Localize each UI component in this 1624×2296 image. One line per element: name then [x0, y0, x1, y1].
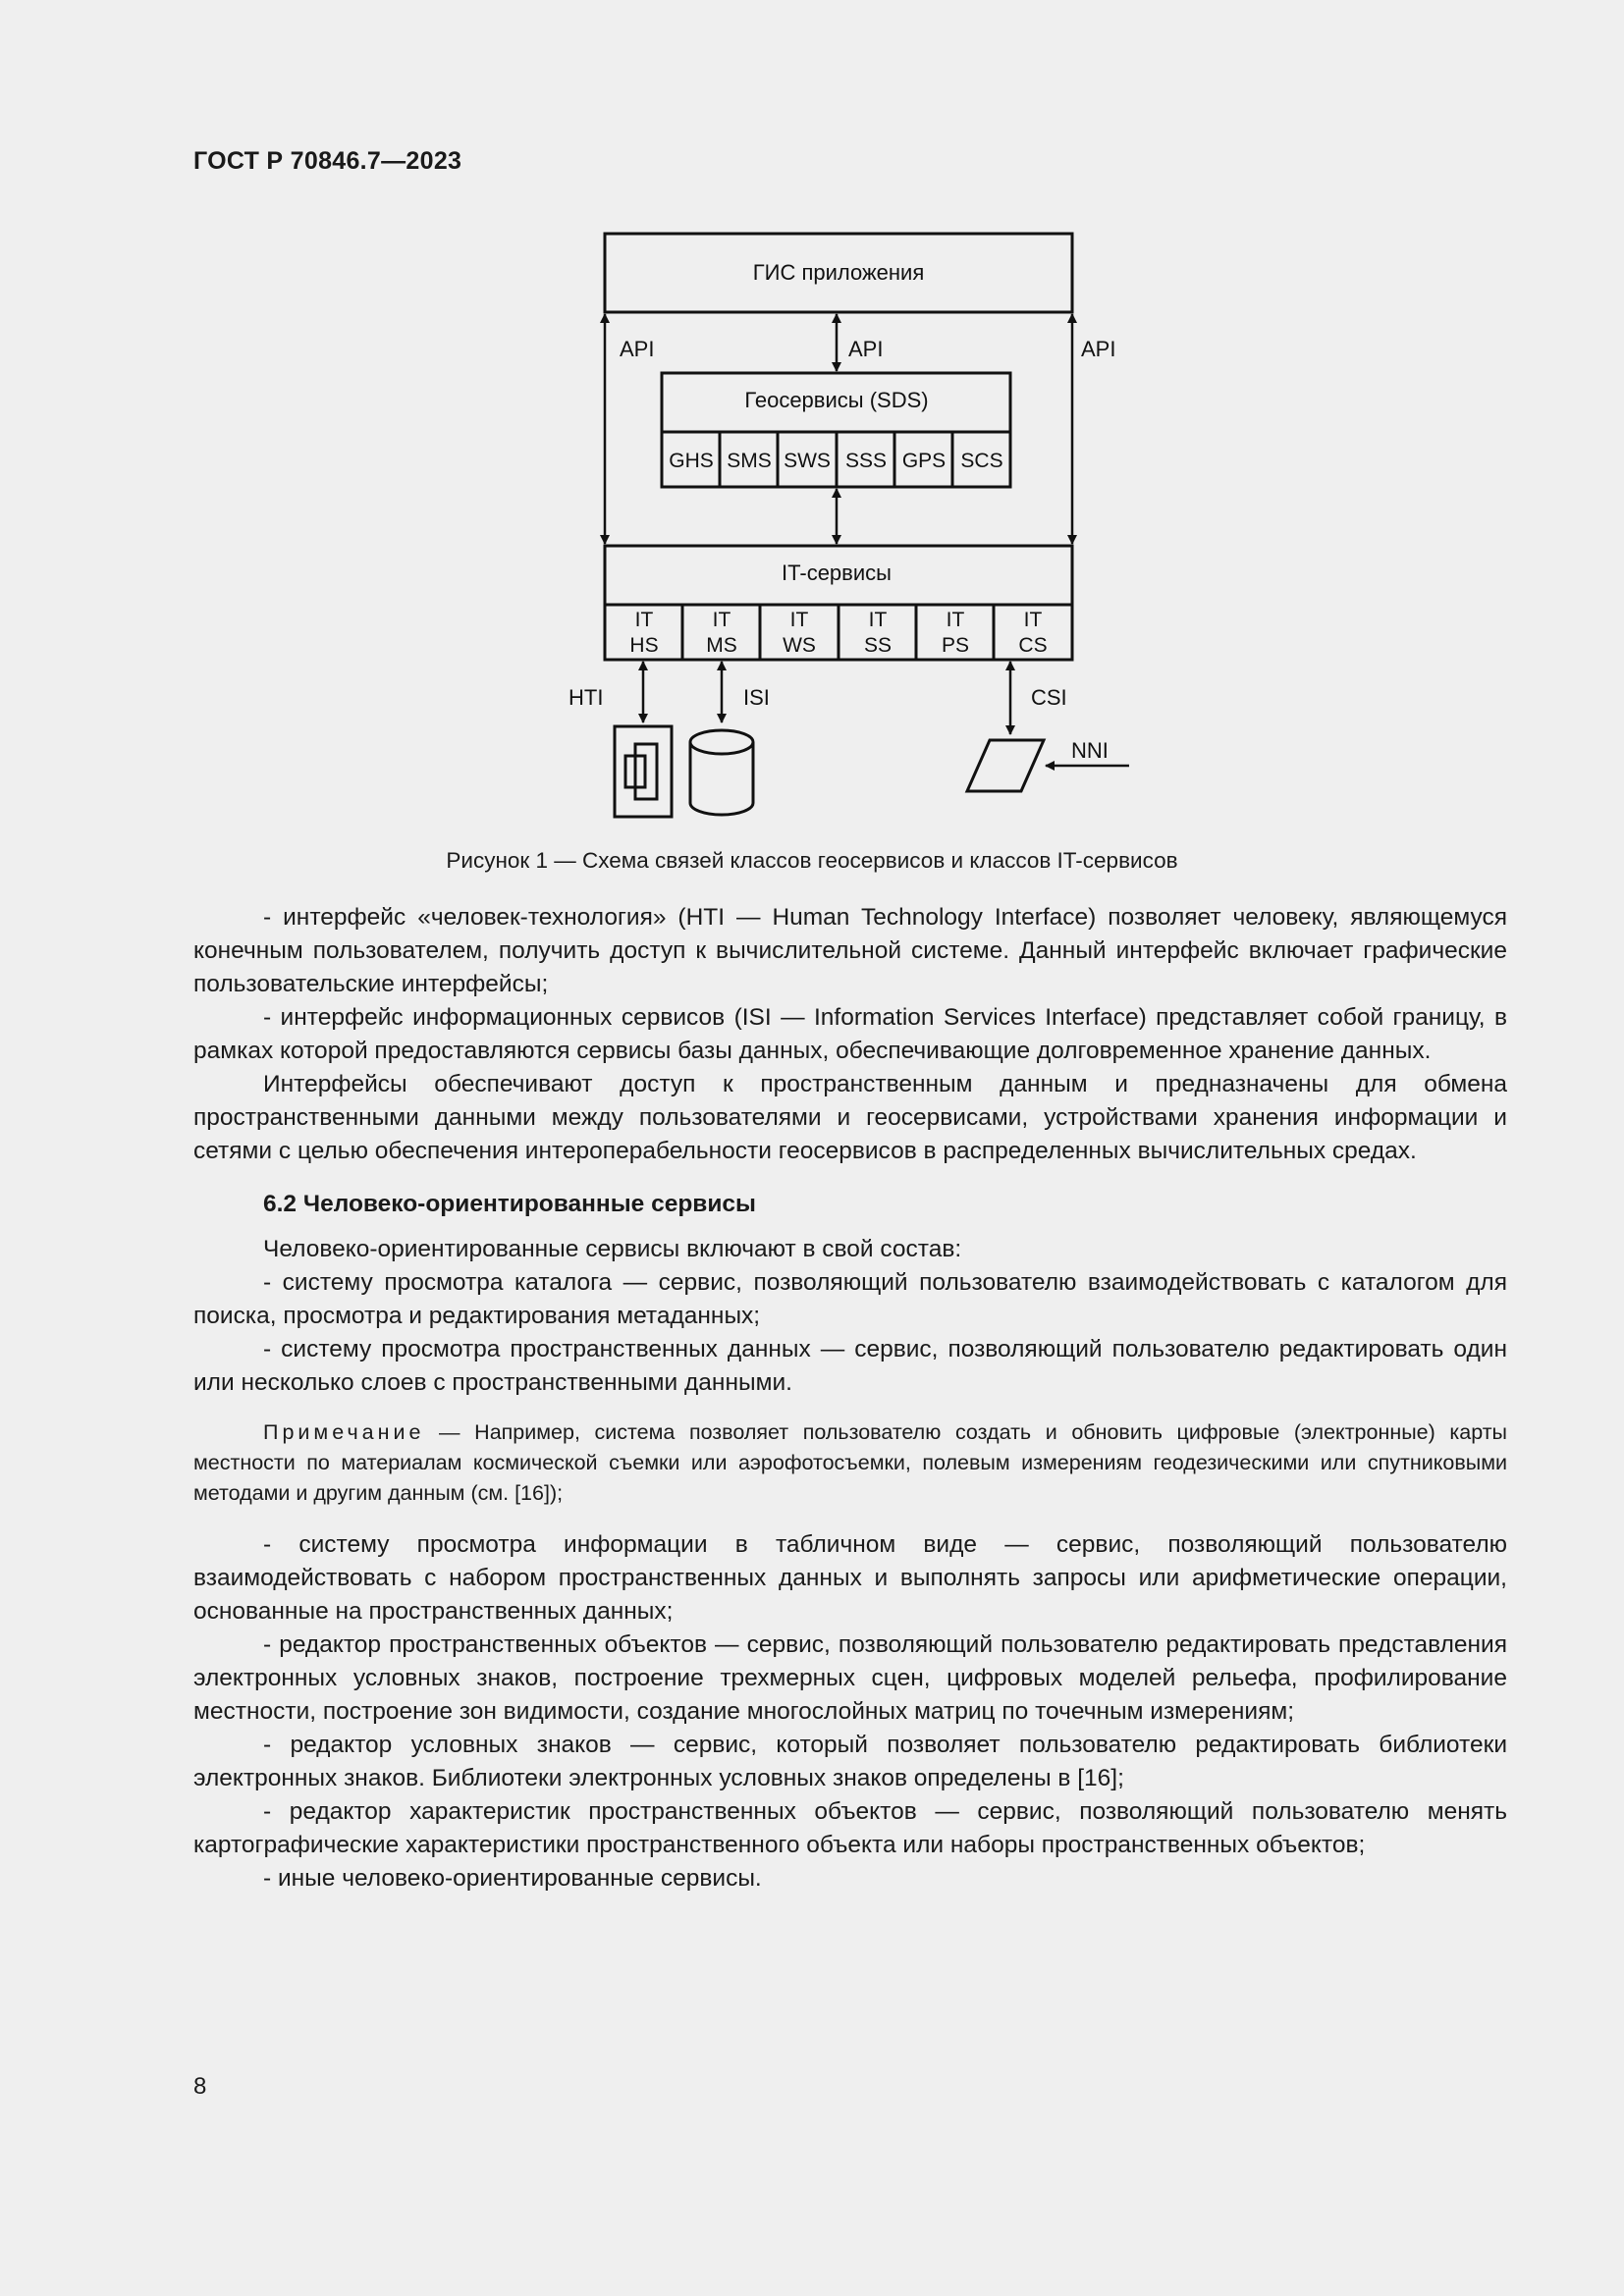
gis-applications-label: ГИС приложения	[752, 260, 925, 285]
page-number: 8	[193, 2073, 207, 2100]
nni-label: NNI	[1071, 738, 1109, 763]
note	[193, 1417, 1507, 1509]
note-text: — Например, система позволяет пользователю создать и обновить цифровые (электронные) карты местности по материалам космической съемки или аэрофотосъемки, полевым измерениям геодезическими или спутниковыми методами и другим данным (см. [16]);	[193, 1420, 1507, 1505]
terminal-icon	[615, 726, 672, 817]
sds-item: SWS	[784, 450, 831, 472]
network-icon	[967, 740, 1044, 791]
it-item-line1: IT	[868, 609, 888, 631]
sds-item: SSS	[844, 450, 888, 472]
geoservices-label: Геосервисы (SDS)	[744, 388, 929, 412]
csi-label: CSI	[1031, 685, 1067, 710]
paragraph: - интерфейс «человек-технология» (HTI — Human Technology Interface) позволяет человеку, являющемуся конечным пользователем, получить доступ к вычислительной системе. Данный интерфейс включает графические пользовательские интерфейсы;	[193, 904, 1507, 997]
it-item-line2: SS	[863, 634, 893, 657]
paragraph: - систему просмотра каталога — сервис, позволяющий пользователю взаимодействовать с каталогом для поиска, просмотра и редактирования метаданных;	[193, 1269, 1507, 1329]
paragraph: - интерфейс информационных сервисов (ISI — Information Services Interface) представляет собой границу, в рамках которой предоставляются сервисы базы данных, обеспечивающие долговременное хранение данных.	[193, 1004, 1507, 1064]
it-item-line1: IT	[946, 609, 965, 631]
paragraph: Человеко-ориентированные сервисы включают в свой состав:	[263, 1236, 962, 1262]
it-item-line2: HS	[629, 634, 659, 657]
paragraph: - систему просмотра пространственных данных — сервис, позволяющий пользователю редактировать один или несколько слоев с пространственными данными.	[193, 1336, 1507, 1396]
it-item-line1: IT	[712, 609, 731, 631]
figure-caption: Рисунок 1 — Схема связей классов геосервисов и классов IT-сервисов	[446, 848, 1178, 873]
main-text	[193, 901, 1507, 1896]
paragraph: - редактор условных знаков — сервис, который позволяет пользователю редактировать библиотеки электронных знаков. Библиотеки электронных условных знаков определены в [16];	[193, 1732, 1507, 1791]
it-item-line2: CS	[1018, 634, 1048, 657]
paragraph: - систему просмотра информации в табличном виде — сервис, позволяющий пользователю взаимодействовать с набором пространственных данных и выполнять запросы или арифметические операции, основанные на пространственных данных;	[193, 1531, 1507, 1625]
sds-item: GPS	[901, 450, 947, 472]
document-code: ГОСТ Р 70846.7—2023	[193, 147, 462, 175]
it-item-line2: WS	[783, 634, 816, 657]
sds-item: GHS	[669, 450, 714, 472]
it-services-label: IT-сервисы	[782, 561, 892, 585]
paragraph: - иные человеко-ориентированные сервисы.	[263, 1865, 762, 1892]
service-diagram	[0, 0, 1624, 864]
it-item-line1: IT	[634, 609, 654, 631]
isi-label: ISI	[743, 685, 770, 710]
paragraph: - редактор пространственных объектов — сервис, позволяющий пользователю редактировать представления электронных условных знаков, построение трехмерных сцен, цифровых моделей рельефа, профилирование местности, построение зон видимости, создание многослойных матриц по точечным измерениям;	[193, 1631, 1507, 1725]
api-left-label: API	[620, 337, 655, 361]
it-item-line1: IT	[789, 609, 809, 631]
hti-label: HTI	[568, 685, 604, 710]
note-label: Примечание	[263, 1420, 425, 1444]
it-item-line2: MS	[706, 634, 737, 657]
paragraph: Интерфейсы обеспечивают доступ к пространственным данным и предназначены для обмена пространственными данными между пользователями и геосервисами, устройствами хранения информации и сетями с целью обеспечения интероперабельности геосервисов в распределенных вычислительных средах.	[193, 1071, 1507, 1164]
database-icon	[690, 730, 753, 815]
api-right-label: API	[1081, 337, 1116, 361]
sds-item: SCS	[960, 450, 1003, 472]
api-center-label: API	[848, 337, 884, 361]
section-heading: 6.2 Человеко-ориентированные сервисы	[263, 1191, 756, 1217]
it-item-line1: IT	[1023, 609, 1043, 631]
sds-item: SMS	[727, 450, 772, 472]
paragraph: - редактор характеристик пространственных объектов — сервис, позволяющий пользователю менять картографические характеристики пространственного объекта или наборы пространственных объектов;	[193, 1798, 1507, 1858]
it-item-line2: PS	[941, 634, 970, 657]
